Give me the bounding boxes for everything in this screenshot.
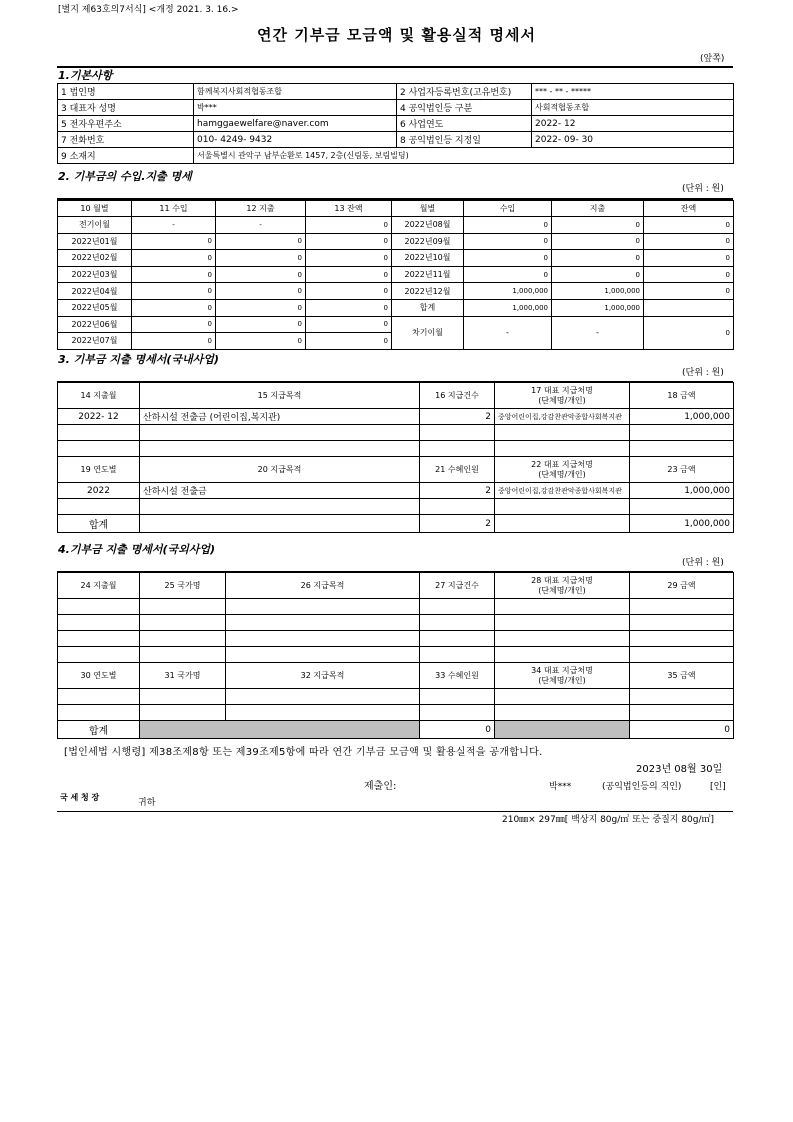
total-row <box>58 515 734 533</box>
month-cell: 2022년09월 <box>392 233 464 250</box>
month-cell: 2022년01월 <box>58 233 132 250</box>
header-cell: 지출 <box>552 201 644 217</box>
table-row <box>58 705 734 721</box>
table-header-row <box>58 663 734 689</box>
expense-cell: 1,000,000 <box>552 283 644 300</box>
month-cell: 2022년02월 <box>58 250 132 267</box>
cell: 중앙어린이집,강감찬관악종합사회복지관 <box>495 409 630 425</box>
income-cell: - <box>132 217 216 234</box>
legal-statement: [법인세법 시행령] 제38조제8항 또는 제39조제5항에 따라 연간 기부금 모금액 및 활용실적을 공개합니다. <box>64 747 543 758</box>
balance-cell: 0 <box>306 233 392 250</box>
month-cell: 2022년04월 <box>58 283 132 300</box>
header-cell: 22 대표 지급처명 (단체명/개인) <box>495 457 630 483</box>
balance-cell: 0 <box>644 283 734 300</box>
header-cell: 14 지출월 <box>58 383 140 409</box>
header-cell: 20 지급목적 <box>140 457 420 483</box>
total-label: 합계 <box>58 721 140 739</box>
page-side-label: (앞쪽) <box>700 54 725 64</box>
income-expense-table <box>57 200 734 350</box>
expense-cell: 0 <box>216 333 306 350</box>
month-cell: 2022년07월 <box>58 333 132 350</box>
income-cell: 0 <box>464 217 552 234</box>
expense-cell: 0 <box>216 316 306 333</box>
header-cell: 32 지급목적 <box>226 663 420 689</box>
info-row <box>58 132 734 148</box>
table-row <box>58 233 734 250</box>
total-count: 0 <box>420 721 495 739</box>
domestic-expense-table <box>57 382 734 533</box>
top-rule <box>57 66 733 68</box>
table-row <box>58 615 734 631</box>
header-cell: 17 대표 지급처명 (단체명/개인) <box>495 383 630 409</box>
expense-cell: - <box>216 217 306 234</box>
info-value: 사회적협동조합 <box>532 100 734 116</box>
info-label: 9 소재지 <box>58 148 194 164</box>
header-cell: 34 대표 지급처명 (단체명/개인) <box>495 663 630 689</box>
balance-cell: 0 <box>644 266 734 283</box>
form-reference: [별지 제63호의7서식] <개정 2021. 3. 16.> <box>58 5 239 15</box>
header-cell: 35 금액 <box>630 663 734 689</box>
carry-expense: - <box>552 316 644 349</box>
header-cell: 21 수혜인원 <box>420 457 495 483</box>
submitter-name: 박*** <box>549 782 572 792</box>
expense-cell: 0 <box>552 250 644 267</box>
income-cell: 0 <box>464 250 552 267</box>
cell: 1,000,000 <box>630 409 734 425</box>
table-row <box>58 409 734 425</box>
section3-unit: (단위 : 원) <box>682 368 724 378</box>
income-cell: 1,000,000 <box>464 299 552 316</box>
info-label: 5 전자우편주소 <box>58 116 194 132</box>
header-cell: 18 금액 <box>630 383 734 409</box>
table-row <box>58 266 734 283</box>
header-cell: 잔액 <box>644 201 734 217</box>
header-cell: 31 국가명 <box>140 663 226 689</box>
table-row <box>58 483 734 499</box>
header-cell: 26 지급목적 <box>226 573 420 599</box>
seal-mark: [인] <box>710 782 726 792</box>
expense-cell: 0 <box>216 283 306 300</box>
total-amount: 1,000,000 <box>630 515 734 533</box>
table-row <box>58 631 734 647</box>
header-cell: 28 대표 지급처명 (단체명/개인) <box>495 573 630 599</box>
balance-cell: 0 <box>306 333 392 350</box>
info-value: hamggaewelfare@naver.com <box>194 116 397 132</box>
shaded-cell <box>495 721 630 739</box>
section2-unit: (단위 : 원) <box>682 184 724 194</box>
table-row <box>58 299 734 316</box>
section2-heading: 2. 기부금의 수입.지출 명세 <box>58 170 192 183</box>
total-count: 2 <box>420 515 495 533</box>
table-header-row <box>58 383 734 409</box>
section4-heading: 4.기부금 지출 명세서(국외사업) <box>58 543 216 556</box>
info-value: 2022- 12 <box>532 116 734 132</box>
expense-cell: 0 <box>216 266 306 283</box>
table-row <box>58 689 734 705</box>
expense-cell: 0 <box>216 250 306 267</box>
carry-balance: 0 <box>644 316 734 349</box>
income-cell: 0 <box>132 283 216 300</box>
expense-cell: 0 <box>552 233 644 250</box>
total-amount: 0 <box>630 721 734 739</box>
cell: 산하시설 전출금 (어린이집,복지관) <box>140 409 420 425</box>
month-cell: 2022년06월 <box>58 316 132 333</box>
total-row <box>58 721 734 739</box>
paper-spec: 210㎜× 297㎜[ 백상지 80g/㎡ 또는 중질지 80g/㎡] <box>502 815 715 825</box>
table-row <box>58 316 734 333</box>
table-row <box>58 647 734 663</box>
page-title: 연간 기부금 모금액 및 활용실적 명세서 <box>257 26 536 44</box>
income-cell: 0 <box>132 266 216 283</box>
header-cell: 27 지급건수 <box>420 573 495 599</box>
expense-cell: 1,000,000 <box>552 299 644 316</box>
info-label: 3 대표자 성명 <box>58 100 194 116</box>
month-cell: 2022년11월 <box>392 266 464 283</box>
expense-cell: 0 <box>552 266 644 283</box>
income-cell: 0 <box>132 316 216 333</box>
income-cell: 0 <box>132 250 216 267</box>
recipient: 국 세 청 장 <box>60 793 100 802</box>
honorific: 귀하 <box>138 798 156 808</box>
table-header-row <box>58 457 734 483</box>
info-value: 함께복지사회적협동조합 <box>194 84 397 100</box>
balance-cell: 0 <box>306 299 392 316</box>
month-cell: 2022년10월 <box>392 250 464 267</box>
cell: 2 <box>420 483 495 499</box>
month-cell: 전기이월 <box>58 217 132 234</box>
info-label: 1 법인명 <box>58 84 194 100</box>
balance-cell: 0 <box>306 316 392 333</box>
header-cell: 23 금액 <box>630 457 734 483</box>
info-row <box>58 84 734 100</box>
section3-heading: 3. 기부금 지출 명세서(국내사업) <box>58 353 219 366</box>
info-value: *** - ** - ***** <box>532 84 734 100</box>
cell: 2022- 12 <box>58 409 140 425</box>
header-cell: 24 지출월 <box>58 573 140 599</box>
income-cell: 0 <box>132 299 216 316</box>
cell: 2 <box>420 409 495 425</box>
header-cell: 25 국가명 <box>140 573 226 599</box>
month-cell: 합계 <box>392 299 464 316</box>
header-cell: 16 지급건수 <box>420 383 495 409</box>
month-cell: 2022년12월 <box>392 283 464 300</box>
info-label: 2 사업자등록번호(고유번호) <box>397 84 532 100</box>
section4-unit: (단위 : 원) <box>682 558 724 568</box>
income-cell: 0 <box>464 233 552 250</box>
submission-date: 2023년 08월 30일 <box>636 764 723 775</box>
info-label: 4 공익법인등 구분 <box>397 100 532 116</box>
header-cell: 12 지출 <box>216 201 306 217</box>
balance-cell: 0 <box>644 250 734 267</box>
balance-cell <box>644 299 734 316</box>
expense-cell: 0 <box>216 233 306 250</box>
header-cell: 13 잔액 <box>306 201 392 217</box>
cell: 산하시설 전출금 <box>140 483 420 499</box>
info-value: 010- 4249- 9432 <box>194 132 397 148</box>
section1-heading: 1.기본사항 <box>58 69 113 82</box>
balance-cell: 0 <box>644 217 734 234</box>
table-row <box>58 217 734 234</box>
shaded-cell <box>140 721 420 739</box>
footer-rule <box>57 811 733 812</box>
address-value: 서울특별시 관악구 남부순환로 1457, 2층(신림동, 보림빌딩) <box>194 148 734 164</box>
income-cell: 0 <box>464 266 552 283</box>
balance-cell: 0 <box>306 217 392 234</box>
header-cell: 11 수입 <box>132 201 216 217</box>
info-row <box>58 148 734 164</box>
info-row <box>58 100 734 116</box>
info-label: 7 전화번호 <box>58 132 194 148</box>
info-value: 박*** <box>194 100 397 116</box>
income-cell: 1,000,000 <box>464 283 552 300</box>
month-cell: 2022년03월 <box>58 266 132 283</box>
header-cell: 10 월별 <box>58 201 132 217</box>
expense-cell: 0 <box>216 299 306 316</box>
basic-info-table <box>57 83 734 164</box>
balance-cell: 0 <box>644 233 734 250</box>
income-cell: 0 <box>132 233 216 250</box>
header-cell: 월별 <box>392 201 464 217</box>
header-cell: 29 금액 <box>630 573 734 599</box>
table-row <box>58 499 734 515</box>
cell: 1,000,000 <box>630 483 734 499</box>
submitter-role: (공익법인등의 직인) <box>602 782 682 792</box>
cell: 중앙어린이집,강감찬관악종합사회복지관 <box>495 483 630 499</box>
balance-cell: 0 <box>306 266 392 283</box>
info-label: 6 사업연도 <box>397 116 532 132</box>
table-row <box>58 250 734 267</box>
carry-label: 차기이월 <box>392 316 464 349</box>
header-cell: 19 연도별 <box>58 457 140 483</box>
overseas-expense-table <box>57 572 734 739</box>
table-row <box>58 425 734 441</box>
income-cell: 0 <box>132 333 216 350</box>
table-header-row <box>58 201 734 217</box>
table-row <box>58 599 734 615</box>
info-label: 8 공익법인등 지정일 <box>397 132 532 148</box>
month-cell: 2022년05월 <box>58 299 132 316</box>
table-row <box>58 441 734 457</box>
carry-income: - <box>464 316 552 349</box>
balance-cell: 0 <box>306 283 392 300</box>
header-cell: 15 지급목적 <box>140 383 420 409</box>
header-cell: 33 수혜인원 <box>420 663 495 689</box>
total-label: 합계 <box>58 515 140 533</box>
header-cell: 수입 <box>464 201 552 217</box>
table-row <box>58 283 734 300</box>
header-cell: 30 연도별 <box>58 663 140 689</box>
balance-cell: 0 <box>306 250 392 267</box>
info-row <box>58 116 734 132</box>
cell: 2022 <box>58 483 140 499</box>
table-header-row <box>58 573 734 599</box>
month-cell: 2022년08월 <box>392 217 464 234</box>
submitter-label: 제출인: <box>364 781 397 792</box>
expense-cell: 0 <box>552 217 644 234</box>
info-value: 2022- 09- 30 <box>532 132 734 148</box>
